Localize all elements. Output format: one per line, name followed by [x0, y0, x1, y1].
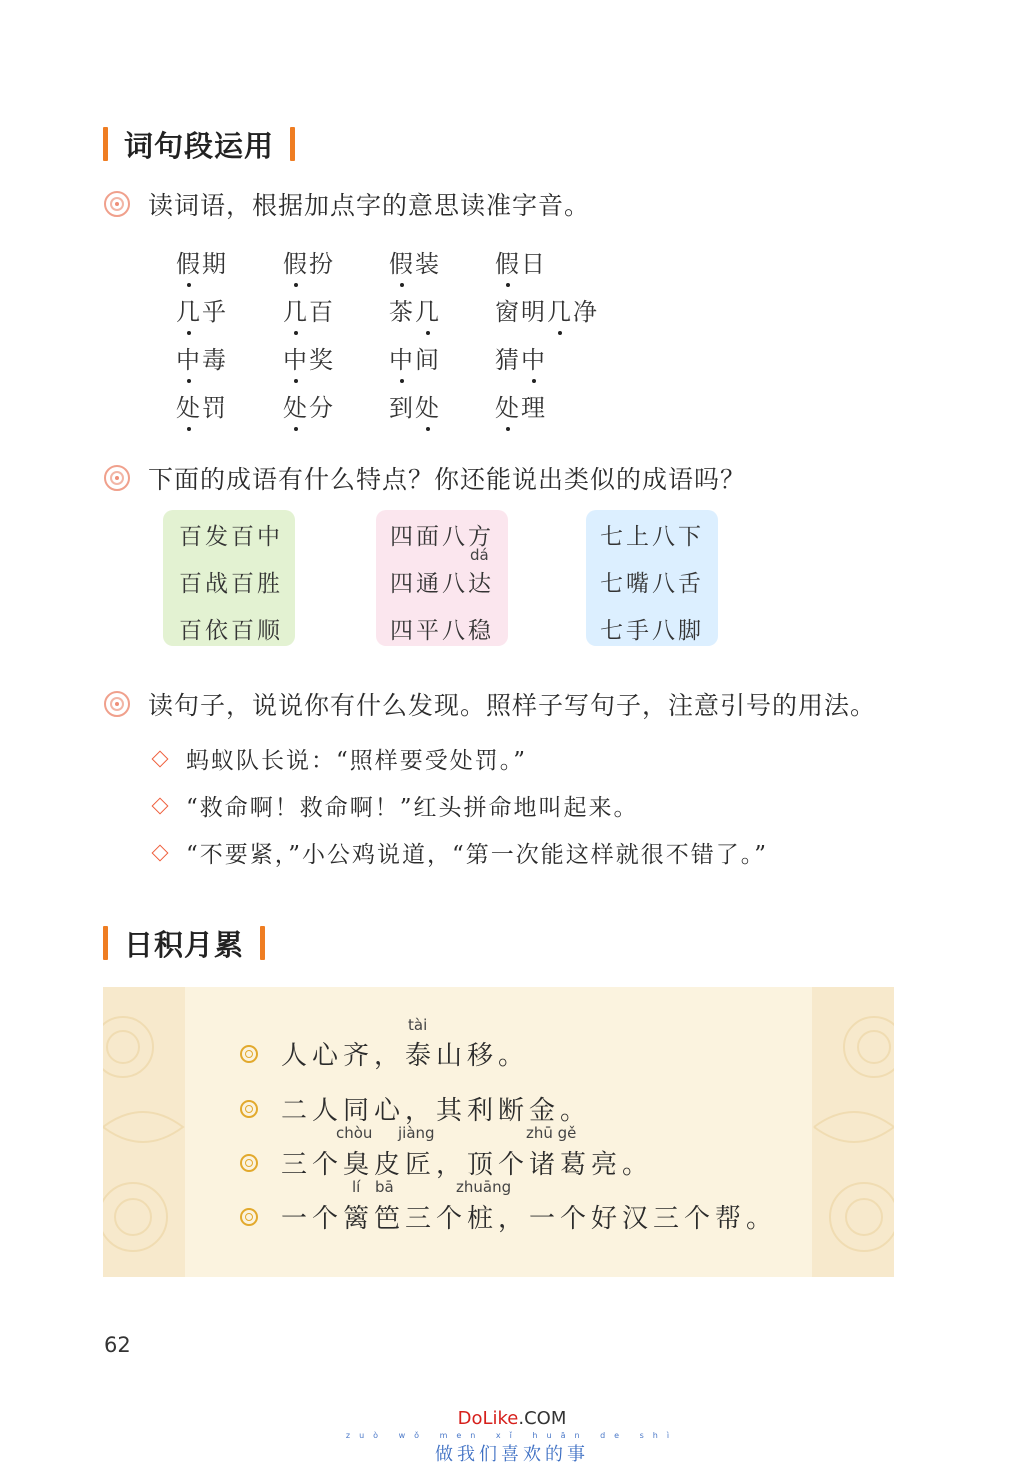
word-item: 假期: [176, 244, 228, 279]
proverb-text: 二人同心，其利断金。: [281, 1096, 592, 1126]
title-bar-right: [290, 127, 295, 161]
section-title-text: 词句段运用: [124, 128, 275, 163]
word-item: 中间: [389, 340, 441, 375]
ornament-left-icon: [103, 987, 185, 1277]
task-marker-icon: [104, 191, 130, 217]
word-item: 处理: [495, 388, 547, 423]
pinyin-annotation: zhū gě: [526, 1124, 577, 1142]
word-item: 茶几: [389, 292, 441, 327]
idiom-item: 四平八稳: [390, 618, 494, 644]
idiom-item: 七手八脚: [600, 618, 704, 644]
ring-bullet-icon: [240, 1045, 258, 1063]
task-1: [104, 186, 590, 222]
task-3-instruction: 读句子，说说你有什么发现。照样子写句子，注意引号的用法。: [148, 691, 877, 720]
word-item: 假扮: [283, 244, 335, 279]
word-item: 猜中: [495, 340, 547, 375]
pinyin-annotation: zhuāng: [456, 1178, 512, 1196]
idiom-item: 七上八下: [600, 524, 704, 550]
proverb-text: 人心齐，泰山移。: [281, 1041, 530, 1071]
word-item: 中毒: [176, 340, 228, 375]
section-title-ri-ji-yue-lei: [103, 923, 265, 963]
diamond-bullet-icon: [152, 797, 169, 814]
word-item: 假装: [389, 244, 441, 279]
example-sentence: [150, 742, 527, 775]
diamond-bullet-icon: [152, 750, 169, 767]
proverb-line: [240, 1144, 653, 1181]
word-item: 处罚: [176, 388, 228, 423]
panel-pattern-right: [812, 987, 894, 1277]
pinyin-annotation: chòu: [336, 1124, 373, 1142]
example-sentence: [150, 836, 768, 869]
sentence-text: “不要紧，”小公鸡说道，“第一次能这样就很不错了。”: [186, 842, 769, 868]
proverb-line: [240, 1035, 529, 1072]
section-title-ci-ju-duan: [103, 124, 295, 164]
proverb-line: [240, 1198, 777, 1235]
idiom-item: 百依百顺: [179, 618, 283, 644]
word-item: 处分: [283, 388, 335, 423]
watermark-logo: [0, 1408, 1024, 1429]
sentence-text: “救命啊！救命啊！”红头拼命地叫起来。: [186, 795, 639, 821]
pinyin-annotation: jiàng: [398, 1124, 435, 1142]
pinyin-annotation: tài: [408, 1016, 428, 1034]
title-bar-right: [260, 926, 265, 960]
word-item: 中奖: [283, 340, 335, 375]
proverb-line: [240, 1090, 591, 1127]
section-title-text: 日积月累: [124, 927, 245, 962]
word-item: 窗明几净: [495, 292, 599, 327]
watermark: [0, 1408, 1024, 1466]
watermark-pinyin: zuò wǒ men xǐ huān de shì: [345, 1431, 679, 1440]
task-3: [104, 686, 876, 722]
sentence-text: 蚂蚁队长说：“照样要受处罚。”: [186, 748, 528, 774]
watermark-brand-a: DoLike: [457, 1408, 519, 1429]
example-sentence: [150, 789, 639, 822]
word-item: 假日: [495, 244, 547, 279]
idiom-item: 百战百胜: [179, 571, 283, 597]
proverb-text: 三个臭皮匠，顶个诸葛亮。: [281, 1150, 654, 1180]
word-item: 到处: [389, 388, 441, 423]
idiom-item: 百发百中: [179, 524, 283, 550]
idiom-item: 四通八达: [390, 571, 494, 597]
task-2: [104, 460, 746, 496]
diamond-bullet-icon: [152, 844, 169, 861]
ornament-right-icon: [812, 987, 894, 1277]
proverb-text: 一个篱笆三个桩，一个好汉三个帮。: [281, 1204, 778, 1234]
idiom-item: 七嘴八舌: [600, 571, 704, 597]
title-bar-left: [103, 127, 108, 161]
ring-bullet-icon: [240, 1100, 258, 1118]
task-1-instruction: 读词语，根据加点字的意思读准字音。: [148, 191, 591, 220]
page-number: 62: [104, 1333, 131, 1357]
task-2-instruction: 下面的成语有什么特点？你还能说出类似的成语吗？: [148, 465, 747, 494]
watermark-slogan: 做我们喜欢的事: [435, 1444, 589, 1465]
title-bar-left: [103, 926, 108, 960]
task-marker-icon: [104, 691, 130, 717]
idiom-item: 四面八方: [390, 524, 494, 550]
word-item: 几乎: [176, 292, 228, 327]
watermark-brand-b: .COM: [518, 1408, 567, 1429]
word-item: 几百: [283, 292, 335, 327]
pinyin-annotation: dá: [470, 546, 489, 564]
panel-pattern-left: [103, 987, 185, 1277]
pinyin-annotation: bā: [375, 1178, 394, 1196]
ring-bullet-icon: [240, 1154, 258, 1172]
pinyin-annotation: lí: [352, 1178, 361, 1196]
task-marker-icon: [104, 465, 130, 491]
ring-bullet-icon: [240, 1208, 258, 1226]
